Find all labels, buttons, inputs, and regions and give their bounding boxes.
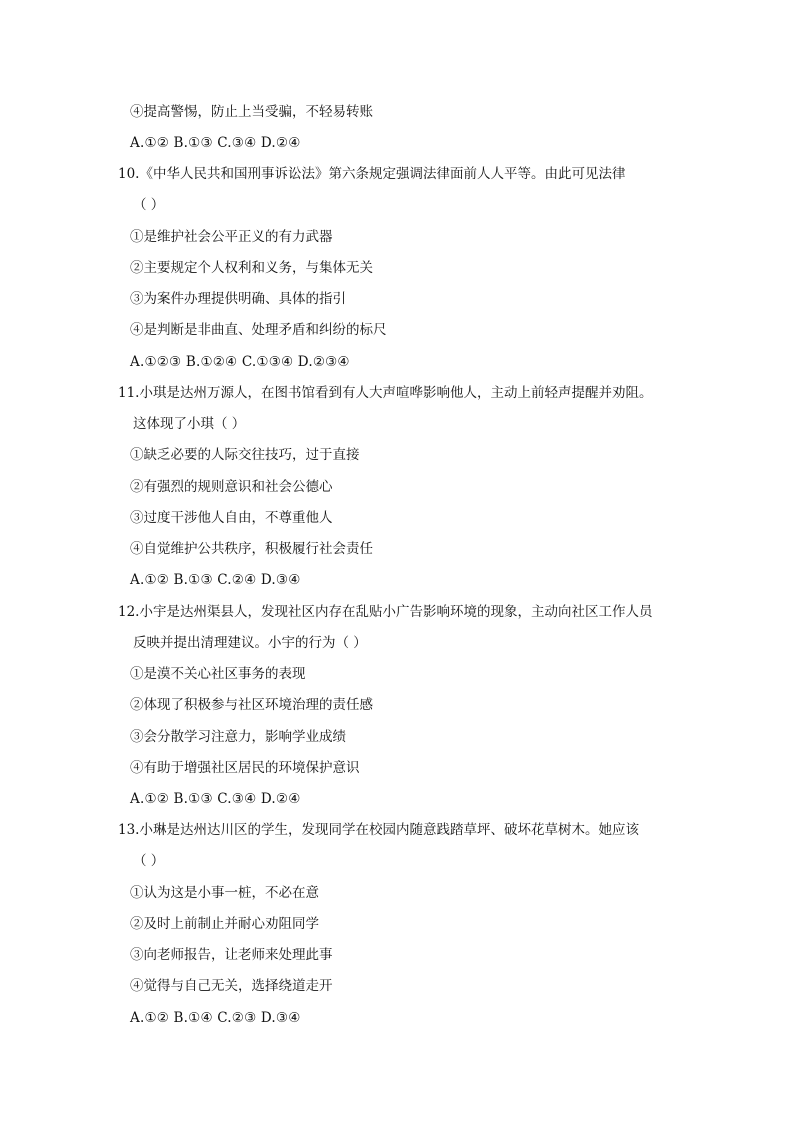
q10-answer-choices: A.①②③ B.①②④ C.①③④ D.②③④ <box>130 354 350 370</box>
q11-option-4: ④自觉维护公共秩序，积极履行社会责任 <box>130 541 373 557</box>
q13-option-1: ①认为这是小事一桩，不必在意 <box>130 885 319 901</box>
q12-stem: 12.小宇是达州渠县人，发现社区内存在乱贴小广告影响环境的现象，主动向社区工作人员 <box>118 604 653 620</box>
q10-option-3: ③为案件办理提供明确、具体的指引 <box>130 291 346 307</box>
q10-option-2: ②主要规定个人权利和义务，与集体无关 <box>130 260 373 276</box>
q11-option-2: ②有强烈的规则意识和社会公德心 <box>130 479 333 495</box>
q12-option-2: ②体现了积极参与社区环境治理的责任感 <box>130 697 373 713</box>
q10-option-1: ①是维护社会公平正义的有力武器 <box>130 229 333 245</box>
q13-stem-continuation: （ ） <box>133 853 165 869</box>
q12-option-1: ①是漠不关心社区事务的表现 <box>130 666 306 682</box>
q13-answer-choices: A.①② B.①④ C.②③ D.③④ <box>130 1010 301 1026</box>
q10-stem: 10.《中华人民共和国刑事诉讼法》第六条规定强调法律面前人人平等。由此可见法律 <box>118 166 626 182</box>
q13-option-2: ②及时上前制止并耐心劝阻同学 <box>130 916 319 932</box>
q12-option-4: ④有助于增强社区居民的环境保护意识 <box>130 760 360 776</box>
q10-stem-continuation: （ ） <box>133 197 165 213</box>
q9-option-4: ④提高警惕，防止上当受骗，不轻易转账 <box>130 104 373 120</box>
q13-option-4: ④觉得与自己无关，选择绕道走开 <box>130 978 333 994</box>
q13-stem: 13.小琳是达州达川区的学生，发现同学在校园内随意践踏草坪、破坏花草树木。她应该 <box>118 822 639 838</box>
q9-answer-choices: A.①② B.①③ C.③④ D.②④ <box>130 135 301 151</box>
q11-option-1: ①缺乏必要的人际交往技巧，过于直接 <box>130 447 360 463</box>
q10-option-4: ④是判断是非曲直、处理矛盾和纠纷的标尺 <box>130 322 387 338</box>
q13-option-3: ③向老师报告，让老师来处理此事 <box>130 947 333 963</box>
q12-answer-choices: A.①② B.①③ C.③④ D.②④ <box>130 791 301 807</box>
q11-stem: 11.小琪是达州万源人，在图书馆看到有人大声喧哗影响他人，主动上前轻声提醒并劝阻。 <box>118 385 653 401</box>
q11-stem-continuation: 这体现了小琪（ ） <box>133 416 246 432</box>
q11-option-3: ③过度干涉他人自由，不尊重他人 <box>130 510 333 526</box>
q12-stem-continuation: 反映并提出清理建议。小宇的行为（ ） <box>133 635 367 651</box>
q11-answer-choices: A.①② B.①③ C.②④ D.③④ <box>130 572 301 588</box>
q12-option-3: ③会分散学习注意力，影响学业成绩 <box>130 729 346 745</box>
